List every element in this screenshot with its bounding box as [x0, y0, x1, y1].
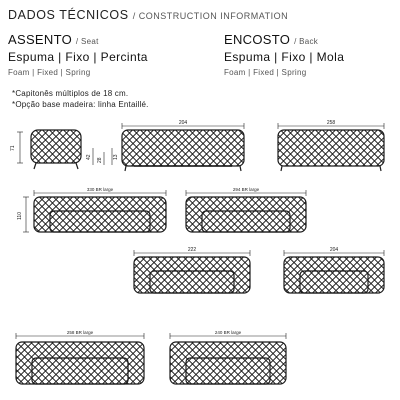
mid-left-width-label: 222 [187, 247, 197, 253]
bottom-left-drawing [16, 330, 144, 384]
bottom-right-sofa [170, 342, 286, 384]
mid-right-width-label: 204 [329, 247, 339, 253]
mid-left-drawing [134, 247, 250, 293]
side-sofa-body [31, 130, 81, 163]
title-sub: / CONSTRUCTION INFORMATION [132, 11, 289, 21]
front-dim-42: 42 [86, 154, 92, 160]
mid-right-drawing [284, 247, 384, 293]
front-dim-28: 28 [97, 157, 103, 163]
back-materials-en: Foam | Fixed | Spring [224, 68, 307, 77]
bottom-right-width-label: 240 BR large [214, 330, 242, 335]
back-heading-en: / Back [294, 37, 319, 46]
back-materials: Espuma | Fixo | Mola [224, 50, 345, 64]
seat-heading-en: / Seat [75, 37, 99, 46]
top-right-sofa [186, 197, 306, 232]
bottom-left-sofa [16, 342, 144, 384]
top-left-drawing [17, 187, 166, 232]
top-left-width-label: 330 BR large [86, 187, 114, 192]
front-dim-13: 13 [113, 154, 119, 160]
side-view-drawing [10, 130, 81, 169]
top-right-width-label: 294 BR large [232, 187, 260, 192]
front-small-width-label: 258 [326, 120, 336, 126]
top-left-sofa [34, 197, 166, 232]
top-left-depth-label: 110 [17, 212, 23, 220]
title-main: DADOS TÉCNICOS [8, 8, 129, 22]
note-capitone: *Capitonês múltiplos de 18 cm. [12, 89, 129, 98]
back-heading-pt: ENCOSTO [224, 32, 291, 47]
front-main-sofa [122, 130, 244, 166]
seat-materials: Espuma | Fixo | Percinta [8, 50, 148, 64]
bottom-right-drawing [170, 330, 286, 384]
front-small-drawing [278, 120, 384, 171]
mid-right-sofa [284, 257, 384, 293]
seat-materials-en: Foam | Fixed | Spring [8, 68, 91, 77]
front-small-sofa [278, 130, 384, 166]
front-main-width-label: 204 [178, 120, 188, 126]
front-main-drawing [86, 120, 244, 171]
note-wood-base: *Opção base madeira: linha Entaillé. [12, 100, 149, 109]
bottom-left-width-label: 258 BR large [66, 330, 94, 335]
seat-heading-pt: ASSENTO [8, 32, 72, 47]
side-height-label: 71 [10, 145, 16, 151]
mid-left-sofa [134, 257, 250, 293]
top-right-drawing [186, 187, 306, 232]
